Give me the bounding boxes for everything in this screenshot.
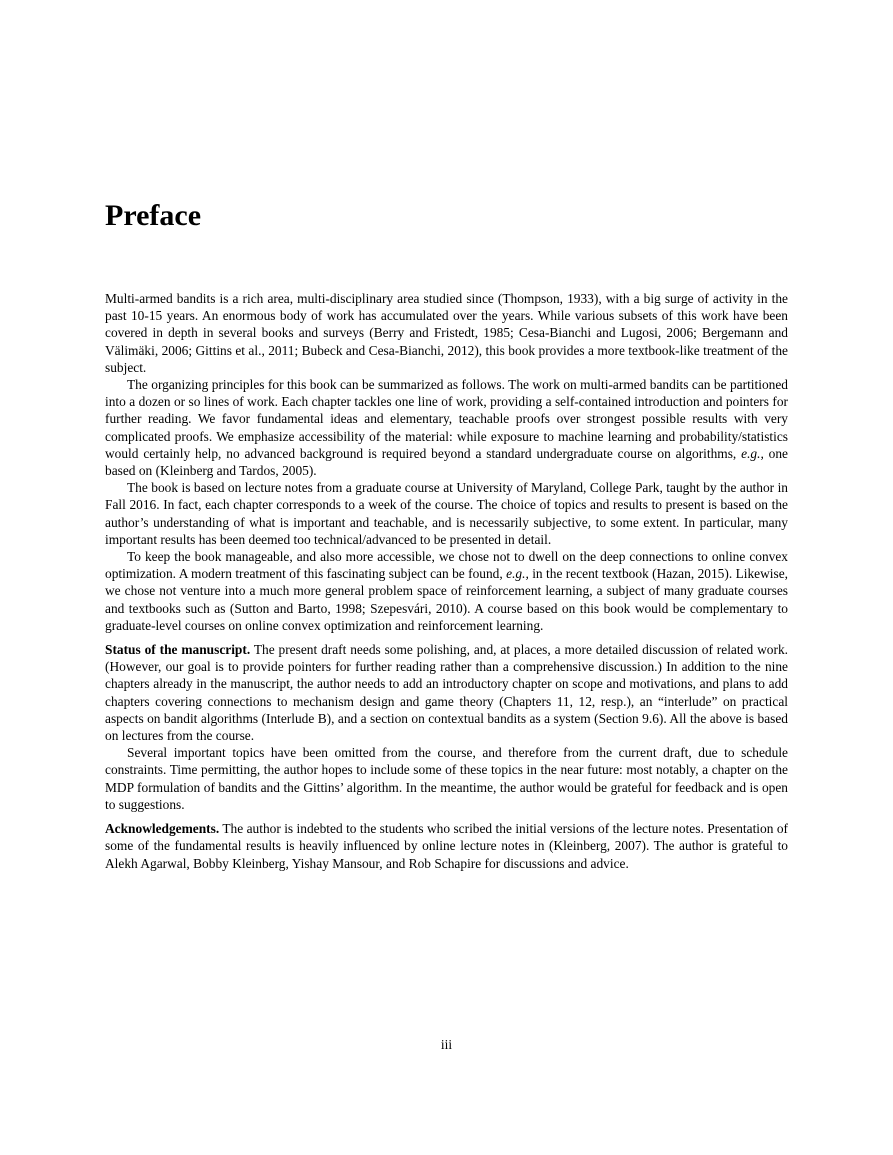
- paragraph-status: [105, 641, 788, 744]
- paragraph-text: The organizing principles for this book can be summarized as follows. The work on multi-armed bandits can be partitioned into a dozen or so lines of work. Each chapter tackles one line of work, providing a self-contained introduction and pointers for further reading. We favor fundamental ideas and elementary, teachable proofs over strongest possible results with very complicated proofs. We emphasize accessibility of the material: while exposure to machine learning and probability/statistics would certainly help, no advanced background is required beyond a standard undergraduate course on algorithms,: [105, 377, 788, 461]
- paragraph-organizing-principles: [105, 376, 788, 479]
- paragraph-omitted-topics: [105, 744, 788, 813]
- emphasis-eg: e.g.,: [741, 445, 764, 461]
- paragraph-text: The present draft needs some polishing, and, at places, a more detailed discussion of related work. (However, our goal is to provide pointers for further reading rather than a comprehensive discussion.) In addition to the nine chapters already in the manuscript, the author needs to add an introductory chapter on scope and motivations, and plans to add chapters covering connections to mechanism design and game theory (Chapters 11, 12, resp.), an “interlude” on practical aspects on bandit algorithms (Interlude B), and a section on contextual bandits as a system (Section 9.6). All the above is based on lectures from the course.: [105, 642, 788, 744]
- status-heading: Status of the manuscript.: [105, 642, 251, 658]
- emphasis-eg: e.g.,: [506, 566, 529, 582]
- paragraph-text: To keep the book manageable, and also more accessible, we chose not to dwell on the deep connections to online convex optimization. A modern treatment of this fascinating subject can be found,: [105, 549, 788, 582]
- paragraph-text: The book is based on lecture notes from a graduate course at University of Maryland, College Park, taught by the author in Fall 2016. In fact, each chapter corresponds to a week of the course. The choice of topics and results to present is based on the author’s understanding of what is important and teachable, and is necessarily subjective, to some extent. In particular, many important results has been deemed too technical/advanced to be presented in detail.: [105, 480, 788, 547]
- preface-body: [105, 290, 788, 872]
- paragraph-lecture-notes: [105, 479, 788, 548]
- paragraph-text: The author is indebted to the students who scribed the initial versions of the lecture notes. Presentation of some of the fundamental results is heavily influenced by online lecture notes in (Kleinberg, 2007). The author is grateful to Alekh Agarwal, Bobby Kleinberg, Yishay Mansour, and Rob Schapire for discussions and advice.: [105, 821, 788, 871]
- paragraph-intro: [105, 290, 788, 376]
- page-number: iii: [440, 1037, 453, 1052]
- paragraph-text: one based on (Kleinberg and Tardos, 2005).: [105, 445, 788, 479]
- paragraph-acknowledgements: [105, 820, 788, 872]
- paragraph-text: Multi-armed bandits is a rich area, multi-disciplinary area studied since (Thompson, 1933), with a big surge of activity in the past 10-15 years. An enormous body of work has accumulated over the years. While various subsets of this work have been covered in depth in several books and surveys (Berry and Fristedt, 1985; Cesa-Bianchi and Lugosi, 2006; Bergemann and Välimäki, 2006; Gittins et al., 2011; Bubeck and Cesa-Bianchi, 2012), this book provides a more textbook-like treatment of the subject.: [105, 291, 788, 375]
- page-title: Preface: [105, 199, 202, 232]
- paragraph-scope: [105, 548, 788, 634]
- acknowledgements-heading: Acknowledgements.: [105, 821, 220, 837]
- paragraph-text: in the recent textbook (Hazan, 2015). Likewise, we chose not venture into a much more general problem space of reinforcement learning, a subject of many graduate courses and textbooks such as (Sutton and Barto, 1998; Szepesvári, 2010). A course based on this book would be complementary to graduate-level courses on online convex optimization and reinforcement learning.: [105, 566, 788, 633]
- paragraph-text: Several important topics have been omitted from the course, and therefore from the current draft, due to schedule constraints. Time permitting, the author hopes to include some of these topics in the near future: most notably, a chapter on the MDP formulation of bandits and the Gittins’ algorithm. In the meantime, the author would be grateful for feedback and is open to suggestions.: [105, 745, 788, 812]
